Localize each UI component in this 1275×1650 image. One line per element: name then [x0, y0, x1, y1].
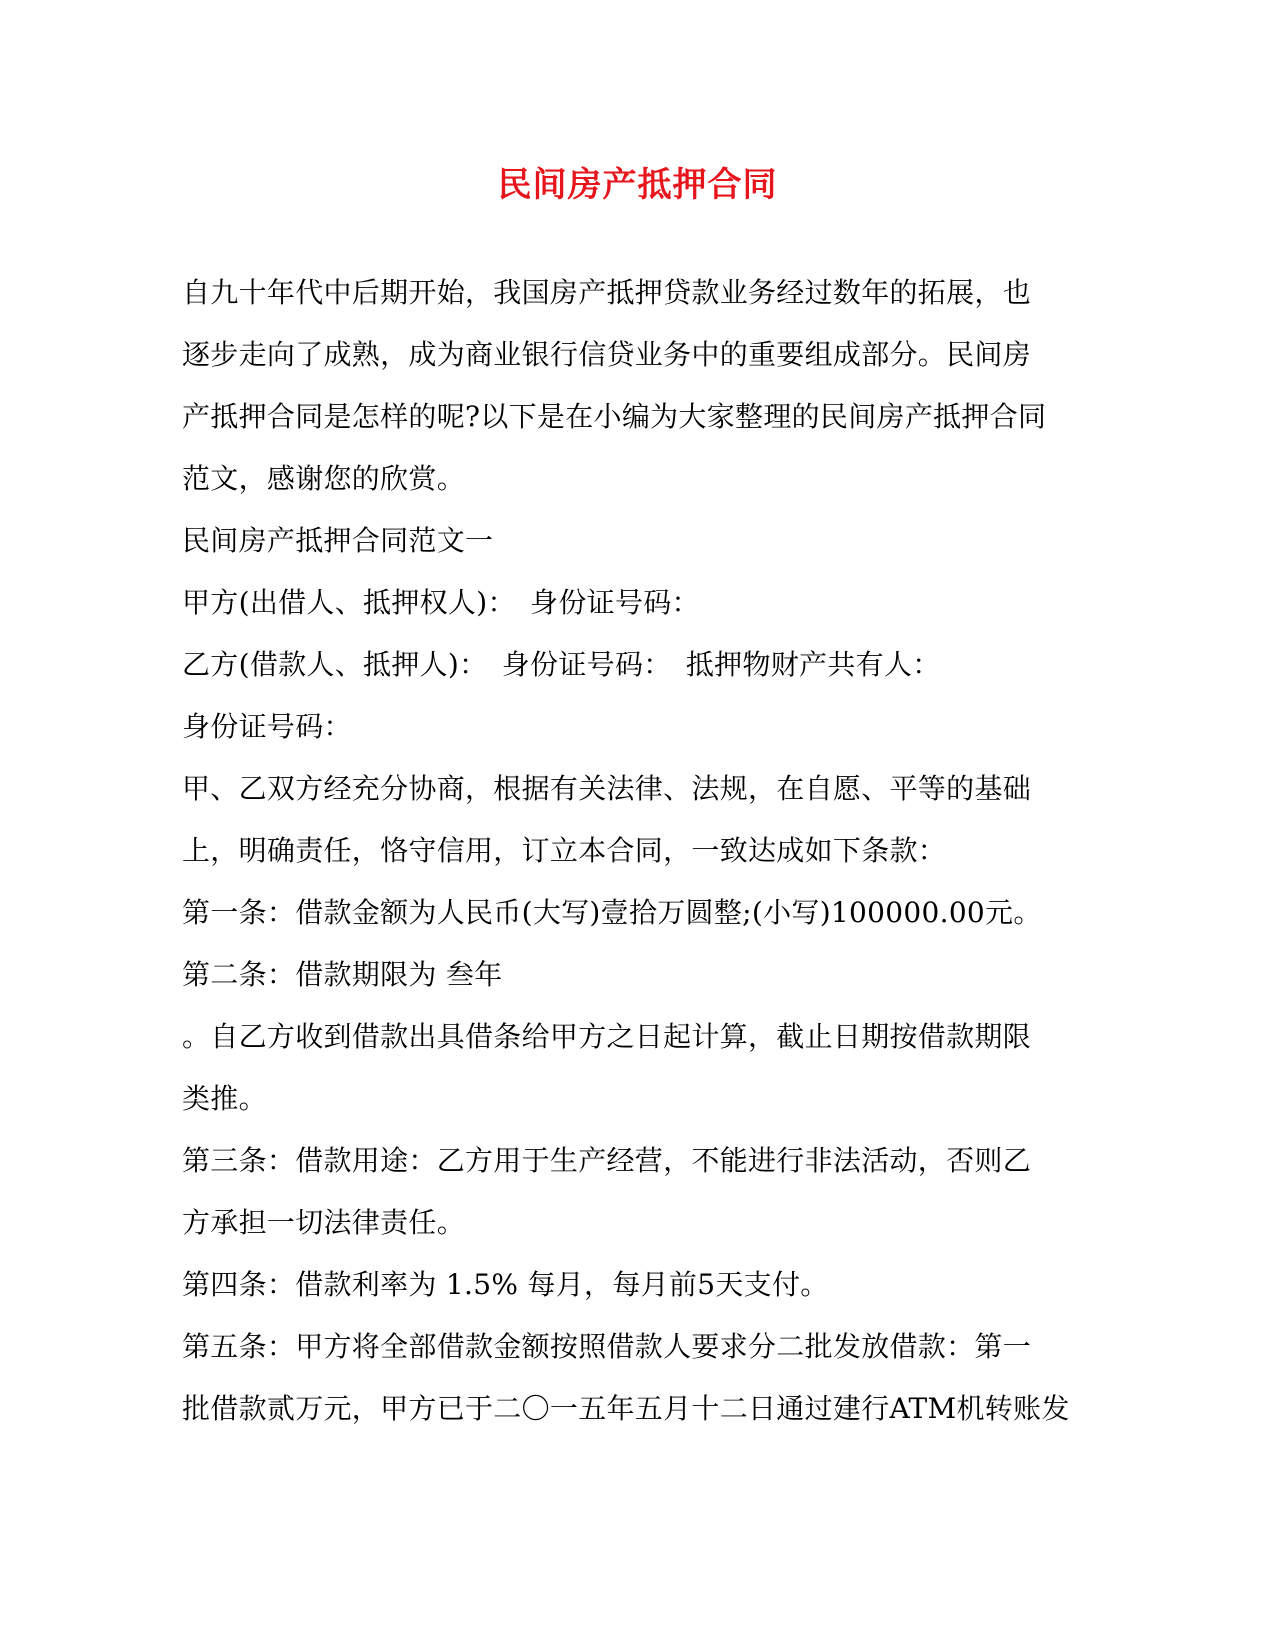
- body-line: 。自乙方收到借款出具借条给甲方之日起计算，截止日期按借款期限: [182, 1020, 1032, 1053]
- article-1: 第一条：借款金额为人民币(大写)壹拾万圆整;(小写)100000.00元。: [182, 896, 1042, 929]
- section-heading: 民间房产抵押合同范文一: [182, 524, 494, 557]
- body-line: 方承担一切法律责任。: [182, 1206, 466, 1239]
- party-b-line: 乙方(借款人、抵押人)： 身份证号码： 抵押物财产共有人：: [182, 648, 941, 681]
- article-2: 第二条：借款期限为 叁年: [182, 958, 503, 991]
- body-line: 范文，感谢您的欣赏。: [182, 462, 466, 495]
- body-line: 上，明确责任，恪守信用，订立本合同，一致达成如下条款：: [182, 834, 947, 867]
- body-line: 批借款贰万元，甲方已于二〇一五年五月十二日通过建行ATM机转账发: [182, 1392, 1070, 1425]
- body-line: 类推。: [182, 1082, 267, 1115]
- document-body: [182, 262, 1070, 1440]
- party-a-line: 甲方(出借人、抵押权人)： 身份证号码：: [182, 586, 700, 619]
- page-title: 民间房产抵押合同: [497, 165, 778, 205]
- article-4: 第四条：借款利率为 1.5% 每月，每月前5天支付。: [182, 1268, 829, 1301]
- body-line: 甲、乙双方经充分协商，根据有关法律、法规，在自愿、平等的基础: [182, 772, 1032, 805]
- id-number-line: 身份证号码：: [182, 710, 352, 743]
- article-3: 第三条：借款用途：乙方用于生产经营，不能进行非法活动，否则乙: [182, 1144, 1032, 1177]
- body-line: 产抵押合同是怎样的呢?以下是在小编为大家整理的民间房产抵押合同: [182, 400, 1047, 433]
- body-line: 逐步走向了成熟，成为商业银行信贷业务中的重要组成部分。民间房: [182, 338, 1032, 371]
- article-5: 第五条：甲方将全部借款金额按照借款人要求分二批发放借款：第一: [182, 1330, 1032, 1363]
- body-line: 自九十年代中后期开始，我国房产抵押贷款业务经过数年的拓展，也: [182, 276, 1032, 309]
